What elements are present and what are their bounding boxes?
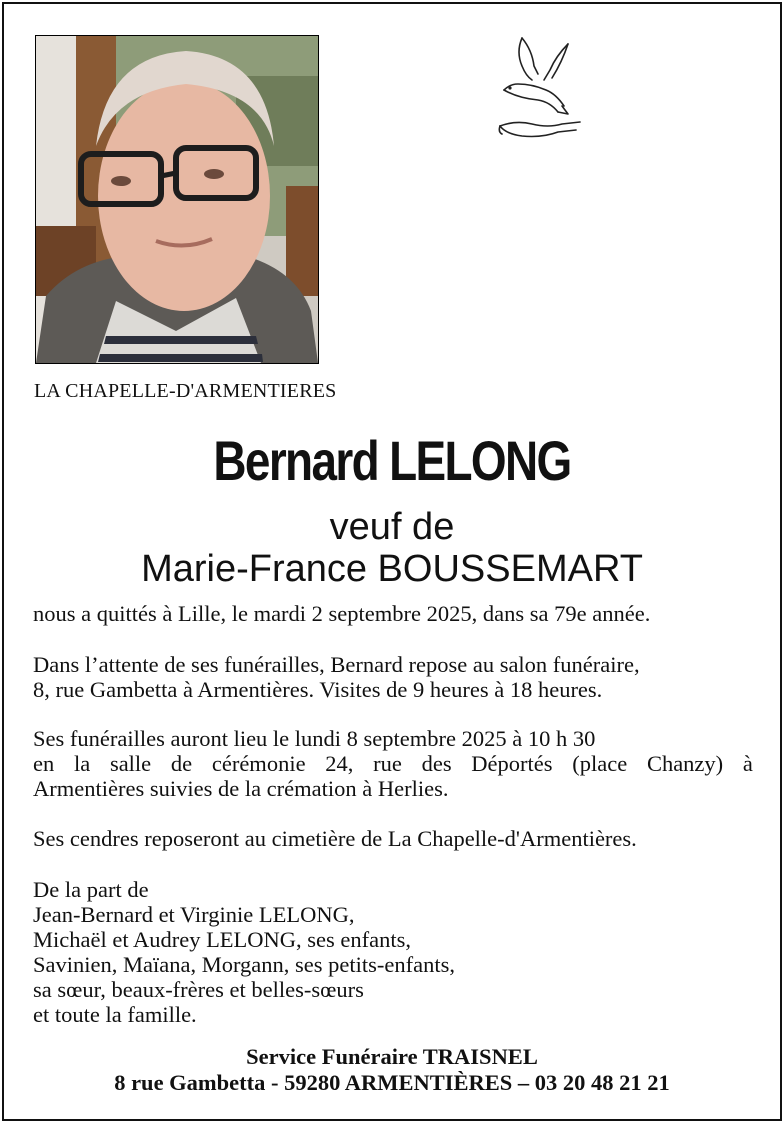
visitation-text: Dans l’attente de ses funérailles, Bernard repose au salon funéraire, 8, rue Gambetta à Armentières. Visites de 9 heures à 18 heures. — [33, 652, 640, 702]
funeral-service-name: Service Funéraire TRAISNEL — [246, 1044, 538, 1069]
funeral-service-address: 8 rue Gambetta - 59280 ARMENTIÈRES – 03 20 48 21 21 — [114, 1070, 670, 1095]
family-line: Michaël et Audrey LELONG, ses enfants, — [33, 927, 412, 952]
town-heading: LA CHAPELLE-D'ARMENTIERES — [34, 380, 337, 402]
obituary-notice — [2, 2, 782, 1121]
family-line: sa sœur, beaux-frères et belles-sœurs — [33, 977, 364, 1002]
funeral-word: salle — [109, 751, 152, 776]
funeral-word: (place — [572, 751, 628, 776]
ashes-text: Ses cendres reposeront au cimetière de La Chapelle-d'Armentières. — [33, 826, 637, 851]
funeral-word: de — [170, 751, 193, 776]
announcement-text: nous a quittés à Lille, le mardi 2 septembre 2025, dans sa 79e année. — [33, 601, 651, 626]
funeral-word: des — [421, 751, 452, 776]
family-list — [33, 877, 753, 1027]
funeral-word: Chanzy) — [646, 751, 724, 776]
family-line: Jean-Bernard et Virginie LELONG, — [33, 902, 355, 927]
funeral-word: rue — [373, 751, 402, 776]
funeral-line-justified — [33, 751, 753, 776]
funeral-word: Déportés — [471, 751, 553, 776]
family-line: Savinien, Maïana, Morgann, ses petits-enfants, — [33, 952, 455, 977]
family-line: et toute la famille. — [33, 1002, 197, 1027]
portrait-photo — [35, 35, 319, 364]
family-intro: De la part de — [33, 877, 149, 902]
spouse-name: Marie-France BOUSSEMART — [141, 548, 643, 590]
funeral-word: à — [742, 751, 753, 776]
funeral-text: Ses funérailles auront lieu le lundi 8 septembre 2025 à 10 h 30 en la salle de cérémonie 24, rue des Déportés (place Chanzy) à Armentières suivies de la crémation à Herlies. — [33, 726, 753, 801]
funeral-word: la — [73, 751, 91, 776]
relation-label: veuf de — [329, 506, 455, 548]
funeral-word: cérémonie — [211, 751, 306, 776]
dove-hand-icon — [492, 32, 586, 150]
funeral-word: 24, — [325, 751, 354, 776]
funeral-word: en — [33, 751, 55, 776]
deceased-name: Bernard LELONG — [213, 429, 571, 492]
